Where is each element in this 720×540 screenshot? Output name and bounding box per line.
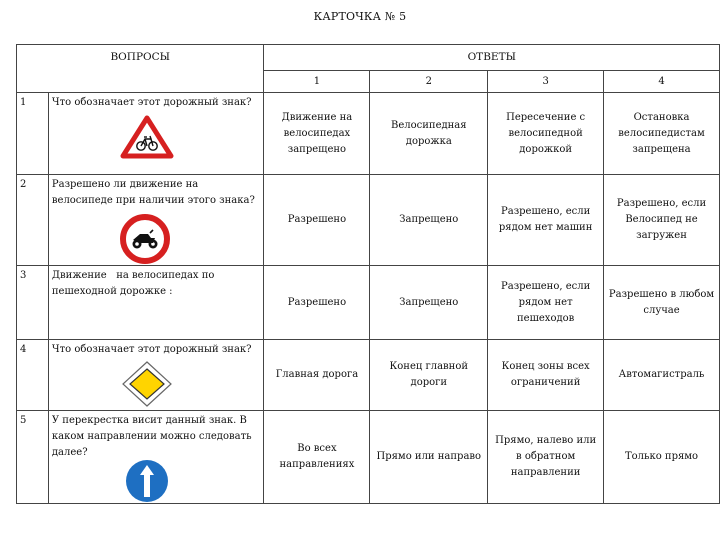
question-cell [48,266,264,340]
answer-cell [604,175,720,266]
answer-cell [264,266,370,340]
answer-cell [488,266,604,340]
question-answer-table [16,44,720,504]
answer-text: Разрешено [287,296,347,308]
answer-text: Запрещено [399,296,459,308]
answer-cell [370,340,488,411]
question-text: Что обозначает этот дорожный знак? [51,97,252,108]
answer-cell [488,93,604,175]
answer-cell [370,175,488,266]
answer-text: Запрещено [399,214,459,225]
answer-text: Во всех направлениях [279,443,355,470]
question-cell [48,175,264,266]
answer-cell [488,175,604,266]
questions-header: ВОПРОСЫ [17,45,264,93]
question-text: Что обозначает этот дорожный знак? [51,344,252,355]
answer-text: Разрешено [287,214,347,225]
answer-text: Прямо или направо [376,451,482,462]
answer-cell [604,93,720,175]
question-cell [48,93,264,175]
answer-cell [488,411,604,504]
answer-cell [370,266,488,340]
answer-text: Пересечение с велосипедной дорожкой [506,111,586,155]
card-title: КАРТОЧКА № 5 [313,10,407,23]
answer-number-3: 3 [488,71,604,93]
answer-text: Велосипедная дорожка [391,119,467,147]
question-text: Разрешено ли движение на велосипеде при наличии этого знака? [51,179,255,206]
answer-cell [604,411,720,504]
row-number: 1 [17,93,49,175]
answer-text: Остановка велосипедистам запрещена [618,111,705,155]
answer-text: Главная дорога [275,369,359,380]
question-cell [48,411,264,504]
row-number: 5 [17,411,49,504]
main-road-sign-icon [120,360,174,408]
answer-cell [264,93,370,175]
answer-text: Разрешено, если рядом нет пешеходов [501,280,591,324]
question-text: Движение на велосипедах по пешеходной дорожке : [51,270,218,297]
answer-cell [604,340,720,411]
answer-cell [604,266,720,340]
answer-text: Разрешено, если рядом нет машин [498,206,593,233]
answer-cell [370,411,488,504]
question-cell [48,340,264,411]
straight-only-sign-icon [120,457,174,503]
answer-cell [264,340,370,411]
answer-cell [488,340,604,411]
answer-text: Конец главной дороги [389,361,469,388]
table-row [17,175,720,266]
answer-number-1: 1 [264,71,370,93]
answers-header: ОТВЕТЫ [264,45,720,71]
bicycle-crossing-warning-sign-icon [120,115,174,159]
answer-number-4: 4 [604,71,720,93]
table-row [17,340,720,411]
row-number: 2 [17,175,49,266]
answer-text: Конец зоны всех ограничений [501,361,590,388]
table-row [17,266,720,340]
answer-cell [264,175,370,266]
answer-text: Только прямо [624,451,699,462]
answer-text: Разрешено, если Велосипед не загружен [616,198,707,241]
answer-text: Автомагистраль [618,369,705,380]
row-number: 4 [17,340,49,411]
answer-cell [370,93,488,175]
answer-text: Прямо, налево или в обратном направлении [495,435,597,478]
table-row [17,93,720,175]
mopeds-prohibited-sign-icon [118,213,172,265]
answer-number-2: 2 [370,71,488,93]
row-number: 3 [17,266,49,340]
answer-text: Движение на велосипедах запрещено [281,111,353,155]
answer-text: Разрешено в любом случае [608,288,715,316]
question-text: У перекрестка висит данный знак. В каком направлении можно следовать далее? [51,415,252,458]
answer-cell [264,411,370,504]
table-row [17,411,720,504]
